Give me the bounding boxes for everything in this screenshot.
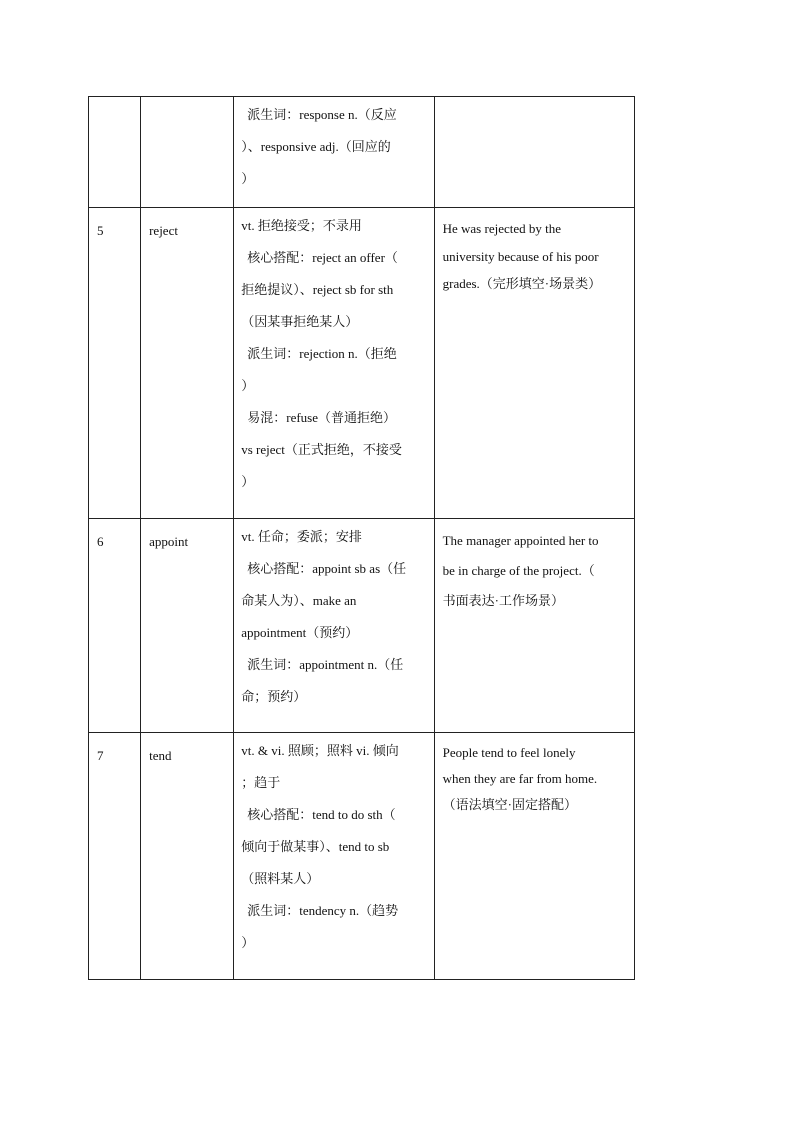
- definition-cell: [234, 519, 434, 733]
- definition-line: （因某事拒绝某人）: [241, 314, 359, 329]
- row-number-cell: 6: [89, 519, 141, 733]
- word-cell: reject: [141, 208, 234, 519]
- table-row: [89, 208, 635, 519]
- word-cell: tend: [141, 733, 234, 980]
- example-line: university because of his poor: [442, 248, 599, 264]
- definition-line: 核心搭配：reject an offer（: [247, 250, 398, 265]
- example-line: （语法填空·固定搭配）: [442, 797, 577, 812]
- word-cell: [141, 97, 234, 208]
- example-line: 书面表达·工作场景）: [442, 593, 564, 608]
- definition-cell: [234, 97, 434, 208]
- example-cell: [434, 733, 634, 980]
- example-cell: [434, 519, 634, 733]
- definition-line: appointment（预约）: [241, 625, 359, 640]
- definition-line: vs reject（正式拒绝，不接受: [241, 442, 402, 457]
- row-number-cell: 5: [89, 208, 141, 519]
- definition-line: vt. 拒绝接受；不录用: [241, 218, 362, 233]
- definition-line: 派生词：rejection n.（拒绝: [247, 346, 397, 361]
- definition-line: ）: [241, 474, 255, 489]
- example-line: grades.（完形填空·场景类）: [442, 276, 602, 291]
- vocabulary-table: [88, 96, 635, 980]
- table-row: [89, 733, 635, 980]
- definition-line: （照料某人）: [241, 871, 320, 886]
- definition-line: 倾向于做某事）、tend to sb: [241, 839, 390, 854]
- definition-line: vt. 任命；委派；安排: [241, 529, 362, 544]
- definition-line: 派生词：appointment n.（任: [247, 657, 404, 672]
- definition-line: 拒绝提议）、reject sb for sth: [241, 282, 394, 297]
- definition-line: 派生词：tendency n.（趋势: [247, 903, 399, 918]
- row-number-cell: [89, 97, 141, 208]
- definition-cell: [234, 733, 434, 980]
- definition-line: ）: [241, 378, 255, 393]
- example-line: People tend to feel lonely: [442, 745, 576, 760]
- definition-line: 派生词：response n.（反应: [247, 107, 397, 122]
- definition-line: 核心搭配：appoint sb as（任: [247, 561, 407, 576]
- table-row: [89, 519, 635, 733]
- definition-cell: [234, 208, 434, 519]
- example-cell: [434, 208, 634, 519]
- definition-line: ；趋于: [241, 775, 281, 790]
- definition-line: 命；预约）: [241, 689, 307, 704]
- table-row: [89, 97, 635, 208]
- example-line: be in charge of the project.（: [442, 563, 595, 578]
- definition-line: ）: [241, 171, 255, 186]
- example-line: when they are far from home.: [442, 771, 598, 786]
- definition-line: ）: [241, 935, 255, 950]
- row-number-cell: 7: [89, 733, 141, 980]
- example-line: He was rejected by the: [442, 221, 561, 236]
- example-cell: [434, 97, 634, 208]
- definition-line: 命某人为）、make an: [241, 593, 357, 608]
- definition-line: vt. & vi. 照顾；照料 vi. 倾向: [241, 743, 399, 758]
- definition-line: ）、responsive adj.（回应的: [241, 139, 391, 154]
- definition-line: 核心搭配：tend to do sth（: [247, 807, 396, 822]
- word-cell: appoint: [141, 519, 234, 733]
- example-line: The manager appointed her to: [442, 533, 599, 548]
- definition-line: 易混：refuse（普通拒绝）: [247, 410, 397, 425]
